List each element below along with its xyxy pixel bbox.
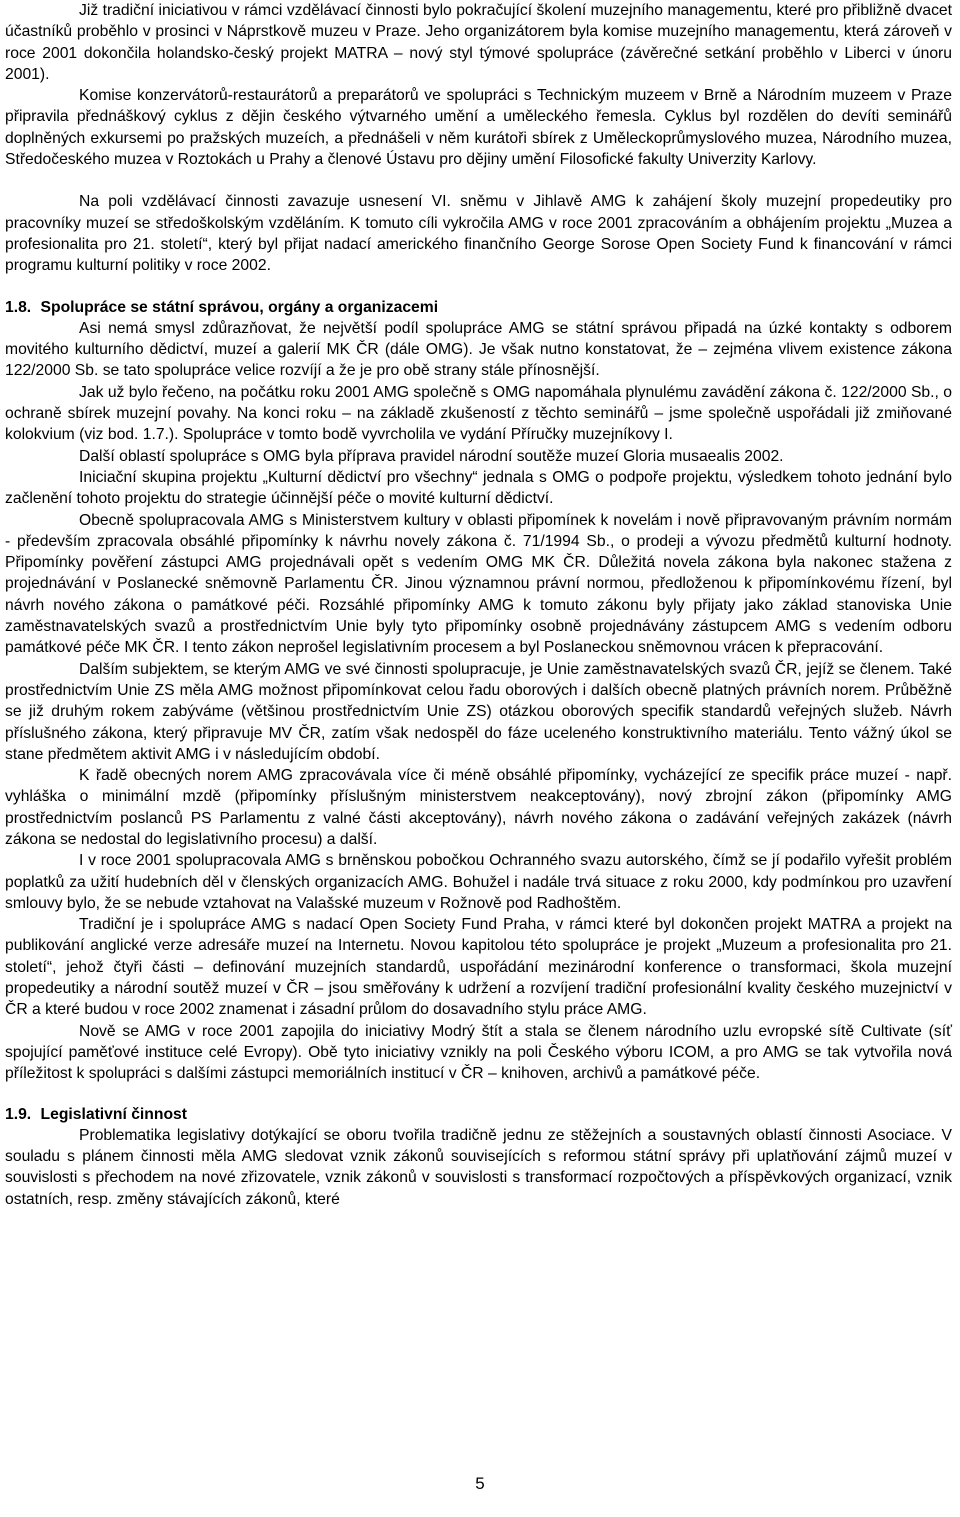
- section-title: Legislativní činnost: [40, 1105, 187, 1123]
- paragraph-legislation: Problematika legislativy dotýkající se oboru tvořila tradičně jednu ze stěžejních a soustavných oblastí činnosti Asociace. V souladu s plánem činnosti měla AMG sledovat vznik zákonů souvisejících s reformou státní správy při uplatňování zájmů muzeí v souvislosti s přechodem na nové zřizovatele, vznik zákonů v souvislosti s transformací rozpočtových a příspěvkových organizací, vznik ostatních, resp. změny stávajících zákonů, které: [5, 1126, 952, 1208]
- paragraph-omg-cooperation: Asi nemá smysl zdůrazňovat, že největší podíl spolupráce AMG se státní správou připadá na úzké kontakty s odborem movitého kulturního dědictví, muzeí a galerií MK ČR (dále OMG). Je však nutno konstatovat, že – zejména vlivem existence zákona 122/2000 Sb. se tato spolupráce velice rozvíjí a že je pro obě strany stále přínosnější.: [5, 319, 952, 380]
- paragraph-cultural-heritage-project: Iniciační skupina projektu „Kulturní dědictví pro všechny“ jednala s OMG o podpoře projektu, výsledkem tohoto jednání bylo začlenění tohoto projektu do strategie účinnější péče o movité kulturní dědictví.: [5, 468, 952, 508]
- paragraph-management-training: Již tradiční iniciativou v rámci vzdělávací činnosti bylo pokračující školení muzejního managementu, které pro přibližně dvacet účastníků proběhlo v prosinci v Náprstkově muzeu v Praze. Jeho organizátorem byla komise muzejního managementu, která zároveň v roce 2001 dokončila holandsko-český projekt MATRA – nový styl týmové spolupráce (závěrečné setkání proběhlo v Liberci v únoru 2001).: [5, 2, 952, 83]
- paragraph-gloria-musaealis: Další oblastí spolupráce s OMG byla příprava pravidel národní soutěže muzeí Gloria musaealis 2002.: [79, 447, 784, 465]
- section-heading-1-8: [5, 297, 952, 318]
- paragraph-ministry-legislation: Obecně spolupracovala AMG s Ministerstvem kultury v oblasti připomínek k novelám i nově připravovaným právním normám - především zpracovala obsáhlé připomínky k návrhu novely zákona č. 71/1994 Sb., o prodeji a vývozu předmětů kulturní hodnoty. Připomínky pověření zástupci AMG projednávali opět s vedením OMG MK ČR. Důležitá novela zákona byla nakonec stažena z projednávání v Poslanecké sněmovně Parlamentu ČR. Jinou významnou právní normou, předloženou k připomínkovému řízení, byl návrh nového zákona o památkové péči. Rozsáhlé připomínky AMG k tomuto zákonu byly přijaty jako základ stanoviska Unie zaměstnavatelských svazů a prostřednictvím Unie byly tyto připomínky osobně projednávány zástupcem AMG s vedením odboru památkové péče MK ČR. I tento zákon neprošel legislativním procesem a byl Poslaneckou sněmovnou vrácen k přepracování.: [5, 511, 952, 657]
- section-number: 1.8.: [5, 298, 32, 316]
- paragraph-propaedeutics-school: Na poli vzdělávací činnosti zavazuje usnesení VI. sněmu v Jihlavě AMG k zahájení školy muzejní propedeutiky pro pracovníky muzeí se středoškolským vzděláním. K tomuto cíli vykročila AMG v roce 2001 zpracováním a obhájením projektu „Muzea a profesionalita pro 21. století“, který byl přijat nadací amerického finančního George Sorose Open Society Fund k financování v rámci programu kulturní politiky v roce 2002.: [5, 193, 952, 275]
- paragraph-blue-shield: Nově se AMG v roce 2001 zapojila do iniciativy Modrý štít a stala se členem národního uzlu evropské sítě Cultivate (síť spojující paměťové instituce celé Evropy). Obě tyto iniciativy vznikly na poli Českého výboru ICOM, a pro AMG se tak vytvořila nová příležitost k spolupráci s dalšími zástupci memoriálních institucí v ČR – knihoven, archivů a památkové péče.: [5, 1022, 952, 1083]
- document-body: [5, 0, 952, 1210]
- section-title: Spolupráce se státní správou, orgány a organizacemi: [40, 298, 439, 316]
- page-number: 5: [475, 1474, 485, 1493]
- paragraph-general-norms: K řadě obecných norem AMG zpracovávala více či méně obsáhlé připomínky, vycházející ze specifik práce muzeí - např. vyhláška o minimální mzdě (připomínky příslušným ministerstvem neakceptovány), nový zbrojní zákon (připomínky AMG prostřednictvím poslanců PS Parlamentu z valné části akceptovány), návrh nového zákona o zadávání veřejných zakázek (návrh zákona se nedostal do legislativního procesu) a další.: [5, 767, 952, 848]
- paragraph-employers-union: Dalším subjektem, se kterým AMG ve své činnosti spolupracuje, je Unie zaměstnavatelských svazů ČR, jejíž se členem. Také prostřednictvím Unie ZS měla AMG možnost připomínkovat celou řadu oborových i dalších obecně platných právních norem. Průběžně se již druhým rokem zabýváme (většinou prostřednictvím Unie ZS) otázkou oborových specifik standardů veřejných služeb. Návrh příslušného zákona, který připravuje MV ČR, zatím však nedospěl do fáze uceleného konstruktivního materiálu. Tento vážný úkol se stane předmětem aktivit AMG i v následujícím období.: [5, 660, 952, 763]
- section-number: 1.9.: [5, 1105, 32, 1123]
- section-heading-1-9: [5, 1104, 952, 1125]
- paragraph-law-implementation: Jak už bylo řečeno, na počátku roku 2001 AMG společně s OMG napomáhala plynulému zavádění zákona č. 122/2000 Sb., o ochraně sbírek muzejní povahy. Na konci roku – na základě zkušeností z těchto seminářů – jsme společně uspořádali již zmiňované kolokvium (viz bod. 1.7.). Spolupráce v tomto bodě vyvrcholila ve vydání Příručky muzejníkovy I.: [5, 383, 952, 444]
- paragraph-copyright-union: I v roce 2001 spolupracovala AMG s brněnskou pobočkou Ochranného svazu autorského, čímž se jí podařilo vyřešit problém poplatků za užití hudebních děl v členských organizacích AMG. Bohužel i nadále trvá situace z roku 2000, kdy podmínkou pro uzavření smlouvy bylo, že se nebude vztahovat na Valašské muzeum v Rožnově pod Radhoštěm.: [5, 852, 952, 912]
- paragraph-conservators-commission: Komise konzervátorů-restaurátorů a preparátorů ve spolupráci s Technickým muzeem v Brně a Národním muzeem v Praze připravila přednáškový cyklus z dějin českého výtvarného umění a uměleckého řemesla. Cyklus byl rozdělen do devíti seminářů doplněných exkursemi po pražských muzeích, a přednášeli v něm kurátoři sbírek z Uměleckoprůmyslového muzea, Národního muzea, Středočeského muzea v Roztokách u Prahy a členové Ústavu pro dějiny umění Filosofické fakulty Univerzity Karlovy.: [5, 87, 952, 169]
- paragraph-open-society-fund: Tradiční je i spolupráce AMG s nadací Open Society Fund Praha, v rámci které byl dokončen projekt MATRA a projekt na publikování anglické verze adresáře muzeí na Internetu. Novou kapitolou této spolupráce je projekt „Muzeum a profesionalita pro 21. století“, jehož čtyři části – definování muzejních standardů, uspořádání mezinárodní konference o transformaci, škola muzejní propedeutiky a národní soutěž muzeí v ČR – jsou směřovány k udržení a rozvíjení tradiční profesionální kvality českého muzejnictví v ČR a které budou v roce 2002 znamenat i zásadní průlom do dosavadního stylu práce AMG.: [5, 916, 952, 1019]
